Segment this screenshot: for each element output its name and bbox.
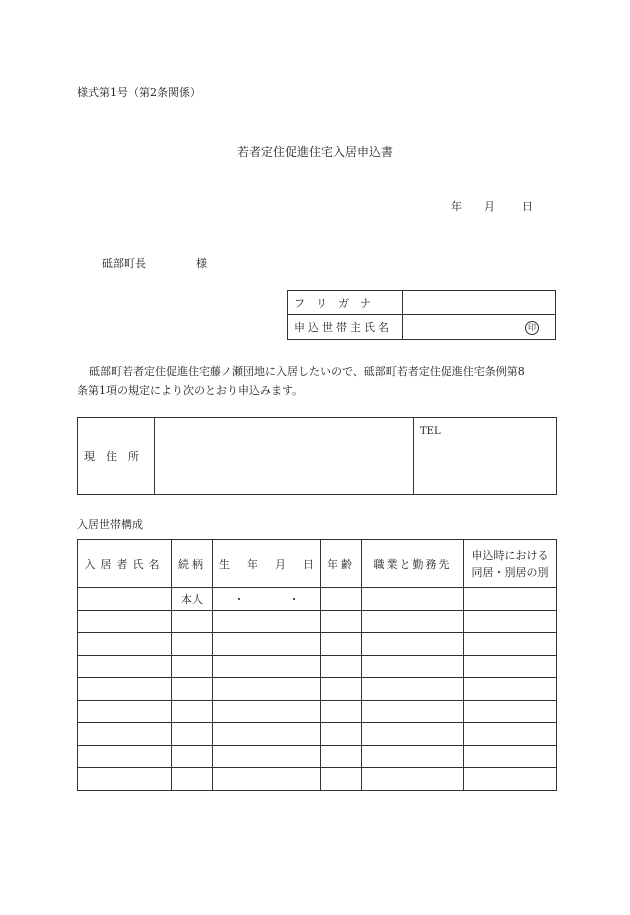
header-name: 入居者氏名 <box>78 540 172 588</box>
table-row <box>78 723 557 746</box>
address-table <box>77 417 557 495</box>
header-occupation: 職業と勤務先 <box>362 540 464 588</box>
household-section-title: 入居世帯構成 <box>77 518 143 531</box>
applicant-table <box>287 290 556 340</box>
addressee-honorific: 様 <box>196 257 207 270</box>
date-year: 年 <box>451 200 462 213</box>
tel-field[interactable] <box>414 418 557 495</box>
header-relation: 続柄 <box>172 540 213 588</box>
cell-relation: 本人 <box>172 588 213 611</box>
cell-name[interactable] <box>78 588 172 611</box>
statement-line-1: 砥部町若者定住促進住宅藤ノ瀬団地に入居したいので、砥部町若者定住促進住宅条例第8 <box>89 365 525 378</box>
furigana-field[interactable] <box>403 291 556 315</box>
applicant-name-label: 申込世帯主氏名 <box>288 315 403 340</box>
seal-mark: 印 <box>525 321 539 335</box>
addressee-name: 砥部町長 <box>102 257 146 270</box>
table-row <box>78 746 557 768</box>
form-title: 若者定住促進住宅入居申込書 <box>236 145 393 159</box>
address-label: 現 住 所 <box>78 418 155 495</box>
table-row <box>78 701 557 723</box>
table-row <box>78 633 557 656</box>
table-row <box>78 768 557 791</box>
header-age: 年齢 <box>321 540 362 588</box>
date-day: 日 <box>522 200 533 213</box>
table-row <box>78 588 557 611</box>
header-birth: 生 年 月 日 <box>213 540 321 588</box>
cell-birth[interactable]: ・ ・ <box>213 588 321 611</box>
tel-label: TEL <box>420 426 441 437</box>
form-number: 様式第1号（第2条関係） <box>77 86 201 99</box>
address-field[interactable] <box>155 418 414 495</box>
applicant-name-field[interactable] <box>403 315 556 340</box>
table-row <box>78 611 557 633</box>
table-row <box>78 656 557 678</box>
statement-line-2: 条第1項の規定により次のとおり申込みます。 <box>77 384 304 397</box>
cell-occupation[interactable] <box>362 588 464 611</box>
household-table <box>77 539 557 791</box>
furigana-label: フ リ ガ ナ <box>288 291 403 315</box>
cell-cohabitation[interactable] <box>464 588 557 611</box>
header-cohabitation: 申込時における 同居・別居の別 <box>464 540 557 588</box>
table-row <box>78 678 557 701</box>
date-month: 月 <box>484 200 495 213</box>
cell-age[interactable] <box>321 588 362 611</box>
